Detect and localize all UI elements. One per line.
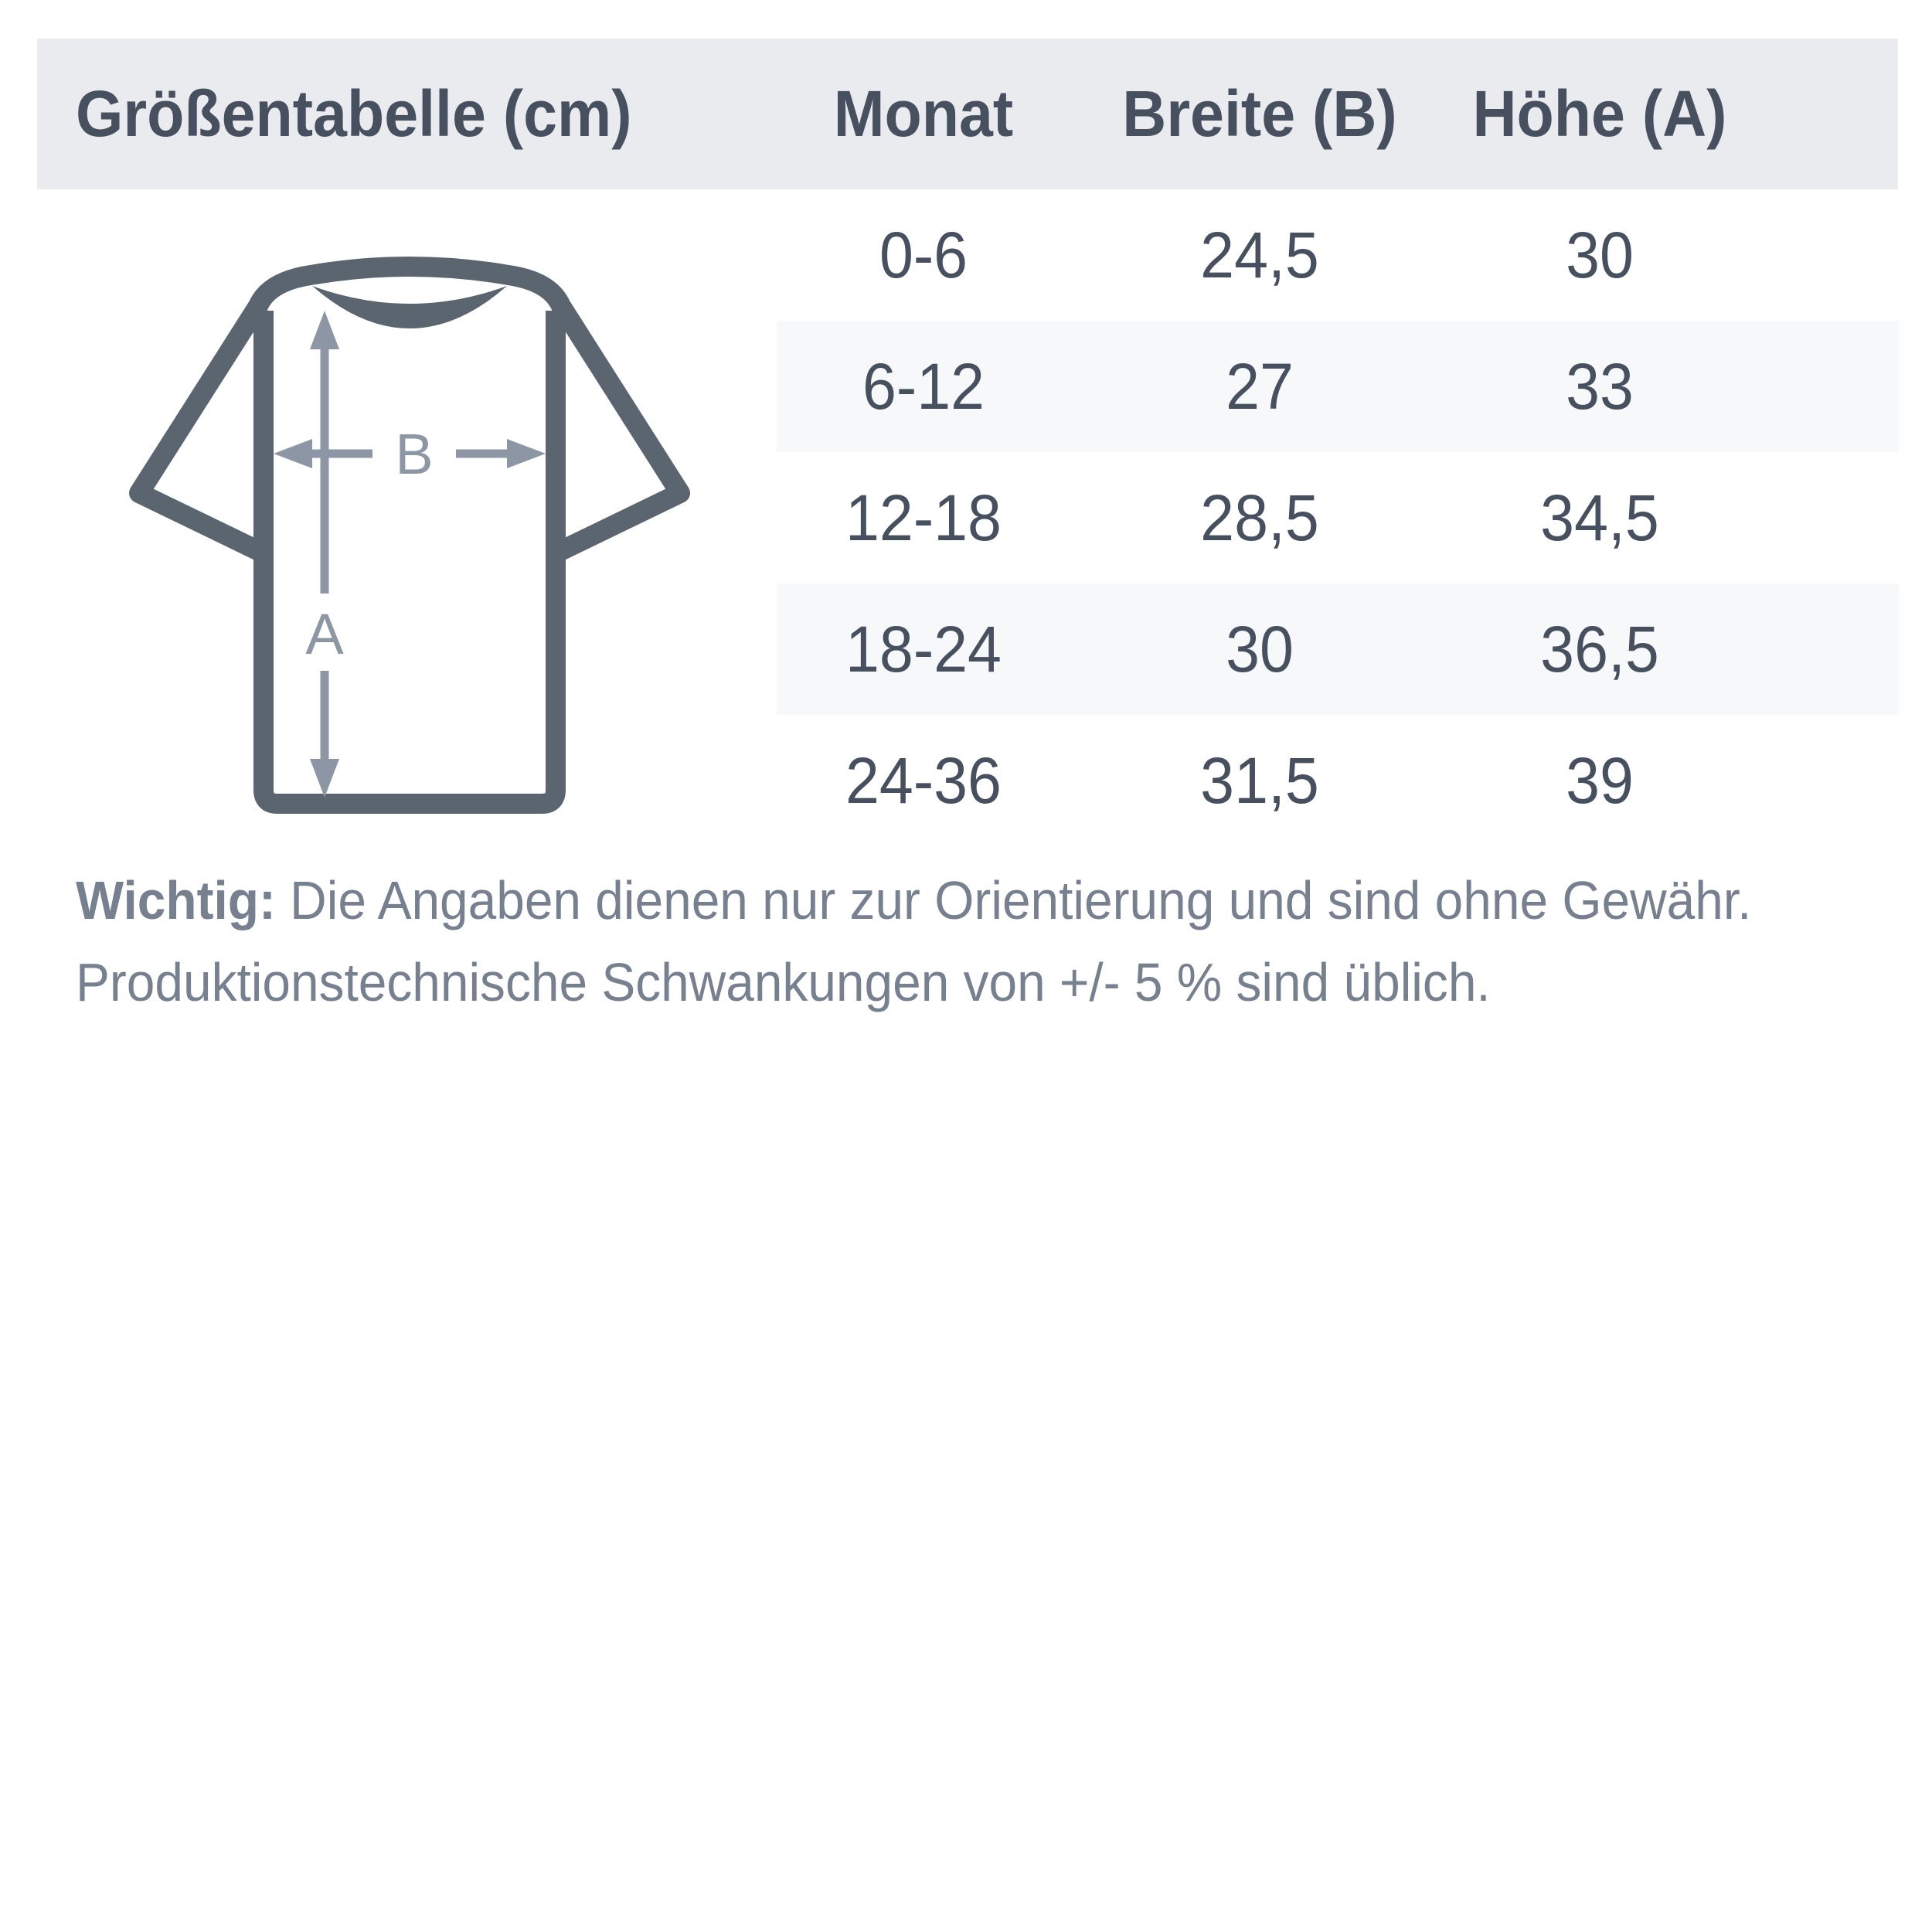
- column-header-breite: Breite (B): [1122, 77, 1397, 150]
- cell-breite: 31,5: [1200, 744, 1319, 817]
- tshirt-outline: [139, 267, 680, 804]
- cell-monat: 0-6: [879, 219, 968, 291]
- disclaimer-note: [76, 859, 1900, 1023]
- page-title: Größentabelle (cm): [76, 77, 632, 150]
- cell-monat: 6-12: [862, 350, 985, 423]
- cell-hoehe: 30: [1566, 219, 1634, 291]
- height-label: A: [305, 602, 344, 666]
- column-header-monat: Monat: [833, 77, 1014, 150]
- cell-monat: 18-24: [845, 613, 1002, 685]
- cell-hoehe: 39: [1566, 744, 1634, 817]
- cell-hoehe: 36,5: [1540, 613, 1659, 685]
- cell-breite: 27: [1226, 350, 1294, 423]
- width-label: B: [395, 422, 434, 486]
- disclaimer-text-1: Die Angaben dienen nur zur Orientierung und sind ohne Gewähr.: [290, 870, 1752, 930]
- disclaimer-prefix: Wichtig:: [76, 870, 276, 930]
- cell-monat: 24-36: [845, 744, 1002, 817]
- cell-breite: 24,5: [1200, 219, 1319, 291]
- disclaimer-line-1: [76, 859, 1790, 941]
- disclaimer-line-2: Produktionstechnische Schwankungen von +/- 5 % sind üblich.: [76, 952, 1491, 1012]
- column-header-hoehe: Höhe (A): [1472, 77, 1727, 150]
- cell-breite: 30: [1226, 613, 1294, 685]
- table-header-band: [37, 39, 1898, 189]
- cell-breite: 28,5: [1200, 481, 1319, 554]
- tshirt-icon: [108, 255, 711, 815]
- cell-hoehe: 33: [1566, 350, 1634, 423]
- tshirt-diagram: [108, 255, 711, 815]
- cell-monat: 12-18: [845, 481, 1002, 554]
- cell-hoehe: 34,5: [1540, 481, 1659, 554]
